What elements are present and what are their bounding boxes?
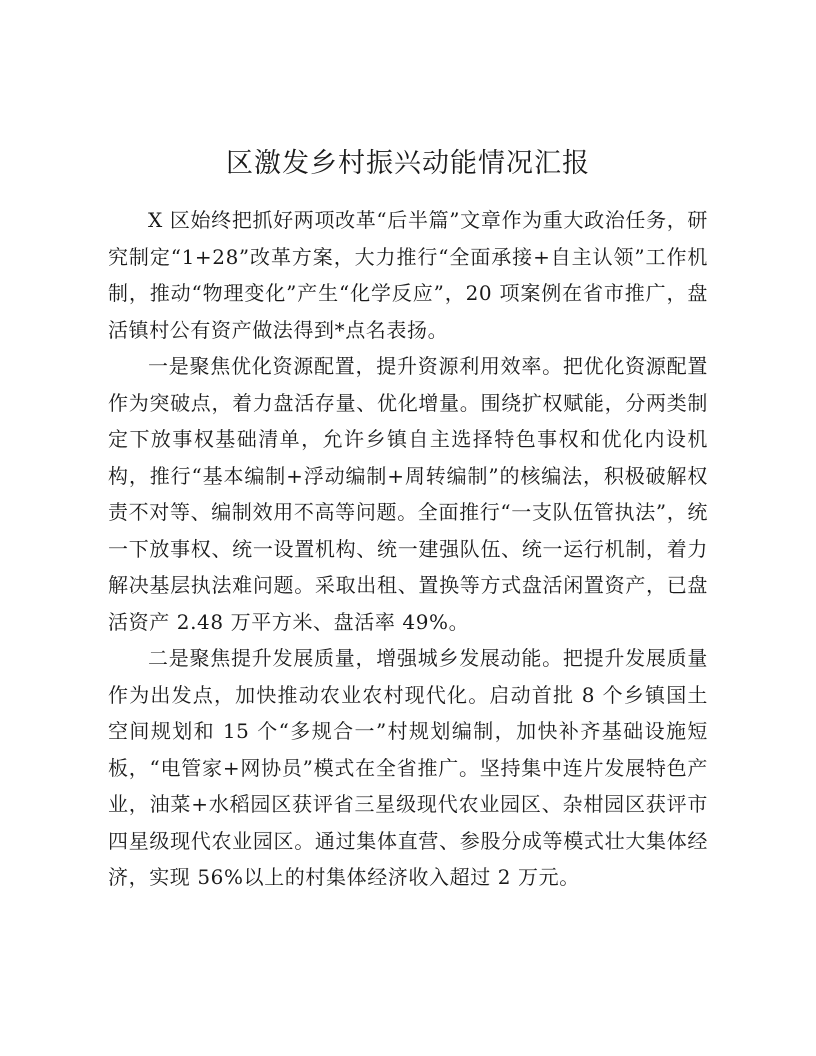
section-two-paragraph: 二是聚焦提升发展质量，增强城乡发展动能。把提升发展质量作为出发点，加快推动农业农村现代化。启动首批 8 个乡镇国土空间规划和 15 个“多规合一”村规划编制，加快补齐基础设施短板，“电管家+网协员”模式在全省推广。坚持集中连片发展特色产业，油菜+水稻园区获评省三星级现代农业园区、杂柑园区获评市四星级现代农业园区。通过集体直营、参股分成等模式壮大集体经济，实现 56%以上的村集体经济收入超过 2 万元。 — [108, 646, 708, 889]
document-title: 区激发乡村振兴动能情况汇报 — [226, 148, 590, 179]
section-one-paragraph: 一是聚焦优化资源配置，提升资源利用效率。把优化资源配置作为突破点，着力盘活存量、优化增量。围绕扩权赋能，分两类制定下放事权基础清单，允许乡镇自主选择特色事权和优化内设机构，推行“基本编制+浮动编制+周转编制”的核编法，积极破解权责不对等、编制效用不高等问题。全面推行“一支队伍管执法”，统一下放事权、统一设置机构、统一建强队伍、统一运行机制，着力解决基层执法难问题。采取出租、置换等方式盘活闲置资产，已盘活资产 2.48 万平方米、盘活率 49%。 — [108, 354, 708, 634]
intro-paragraph: X 区始终把抓好两项改革“后半篇”文章作为重大政治任务，研究制定“1+28”改革方案，大力推行“全面承接+自主认领”工作机制，推动“物理变化”产生“化学反应”，20 项案例在省市推广，盘活镇村公有资产做法得到*点名表扬。 — [108, 208, 708, 342]
